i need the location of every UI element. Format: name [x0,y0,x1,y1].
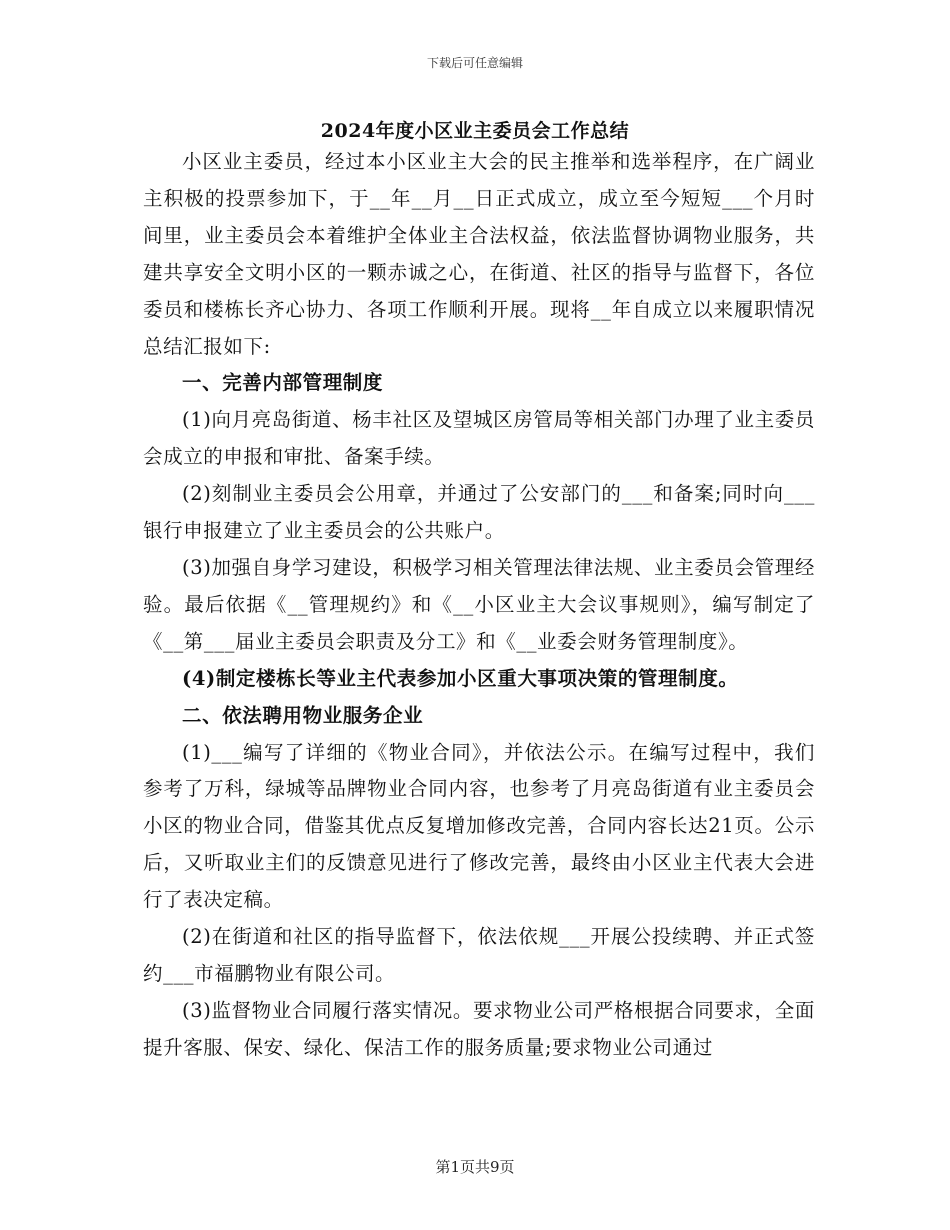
section-1-item-4: (4)制定楼栋长等业主代表参加小区重大事项决策的管理制度。 [182,666,739,690]
section-2-item-3: (3)监督物业合同履行落实情况。要求物业公司严格根据合同要求，全面提升客服、保安、绿化、保洁工作的服务质量;要求物业公司通过 [143,998,815,1059]
page-header: 下载后可任意编辑 [426,56,523,70]
section-heading-2: 二、依法聘用物业服务企业 [182,703,424,727]
section-1-item-2: (2)刻制业主委员会公用章，并通过了公安部门的___和备案;同时向___银行申报建立了业主委员会的公共账户。 [143,482,815,543]
document-body [143,144,815,1067]
section-2-item-2: (2)在街道和社区的指导监督下，依法依规___开展公投续聘、并正式签约___市福鹏物业有限公司。 [143,925,815,985]
section-1-item-1: (1)向月亮岛街道、杨丰社区及望城区房管局等相关部门办理了业主委员会成立的申报和审批、备案手续。 [143,408,815,469]
section-1-item-3: (3)加强自身学习建设，积极学习相关管理法律法规、业主委员会管理经验。最后依据《__管理规约》和《__小区业主大会议事规则》，编写制定了《__第___届业主委员会职责及分工》和《__业委会财务管理制度》。 [143,555,815,653]
section-heading-1: 一、完善内部管理制度 [182,371,384,395]
section-2-item-1: (1)___编写了详细的《物业合同》，并依法公示。在编写过程中，我们参考了万科，绿城等品牌物业合同内容，也参考了月亮岛街道有业主委员会小区的物业合同，借鉴其优点反复增加修改完善，合同内容长达21页。公示后，又听取业主们的反馈意见进行了修改完善，最终由小区业主代表大会进行了表决定稿。 [143,740,815,912]
document-title: 2024年度小区业主委员会工作总结 [320,120,630,142]
page-number: 第1页共9页 [435,1158,515,1176]
intro-paragraph: 小区业主委员，经过本小区业主大会的民主推举和选举程序，在广阔业主积极的投票参加下，于__年__月__日正式成立，成立至今短短___个月时间里，业主委员会本着维护全体业主合法权益，依法监督协调物业服务，共建共享安全文明小区的一颗赤诚之心，在街道、社区的指导与监督下，各位委员和楼栋长齐心协力、各项工作顺利开展。现将__年自成立以来履职情况总结汇报如下: [143,150,815,358]
